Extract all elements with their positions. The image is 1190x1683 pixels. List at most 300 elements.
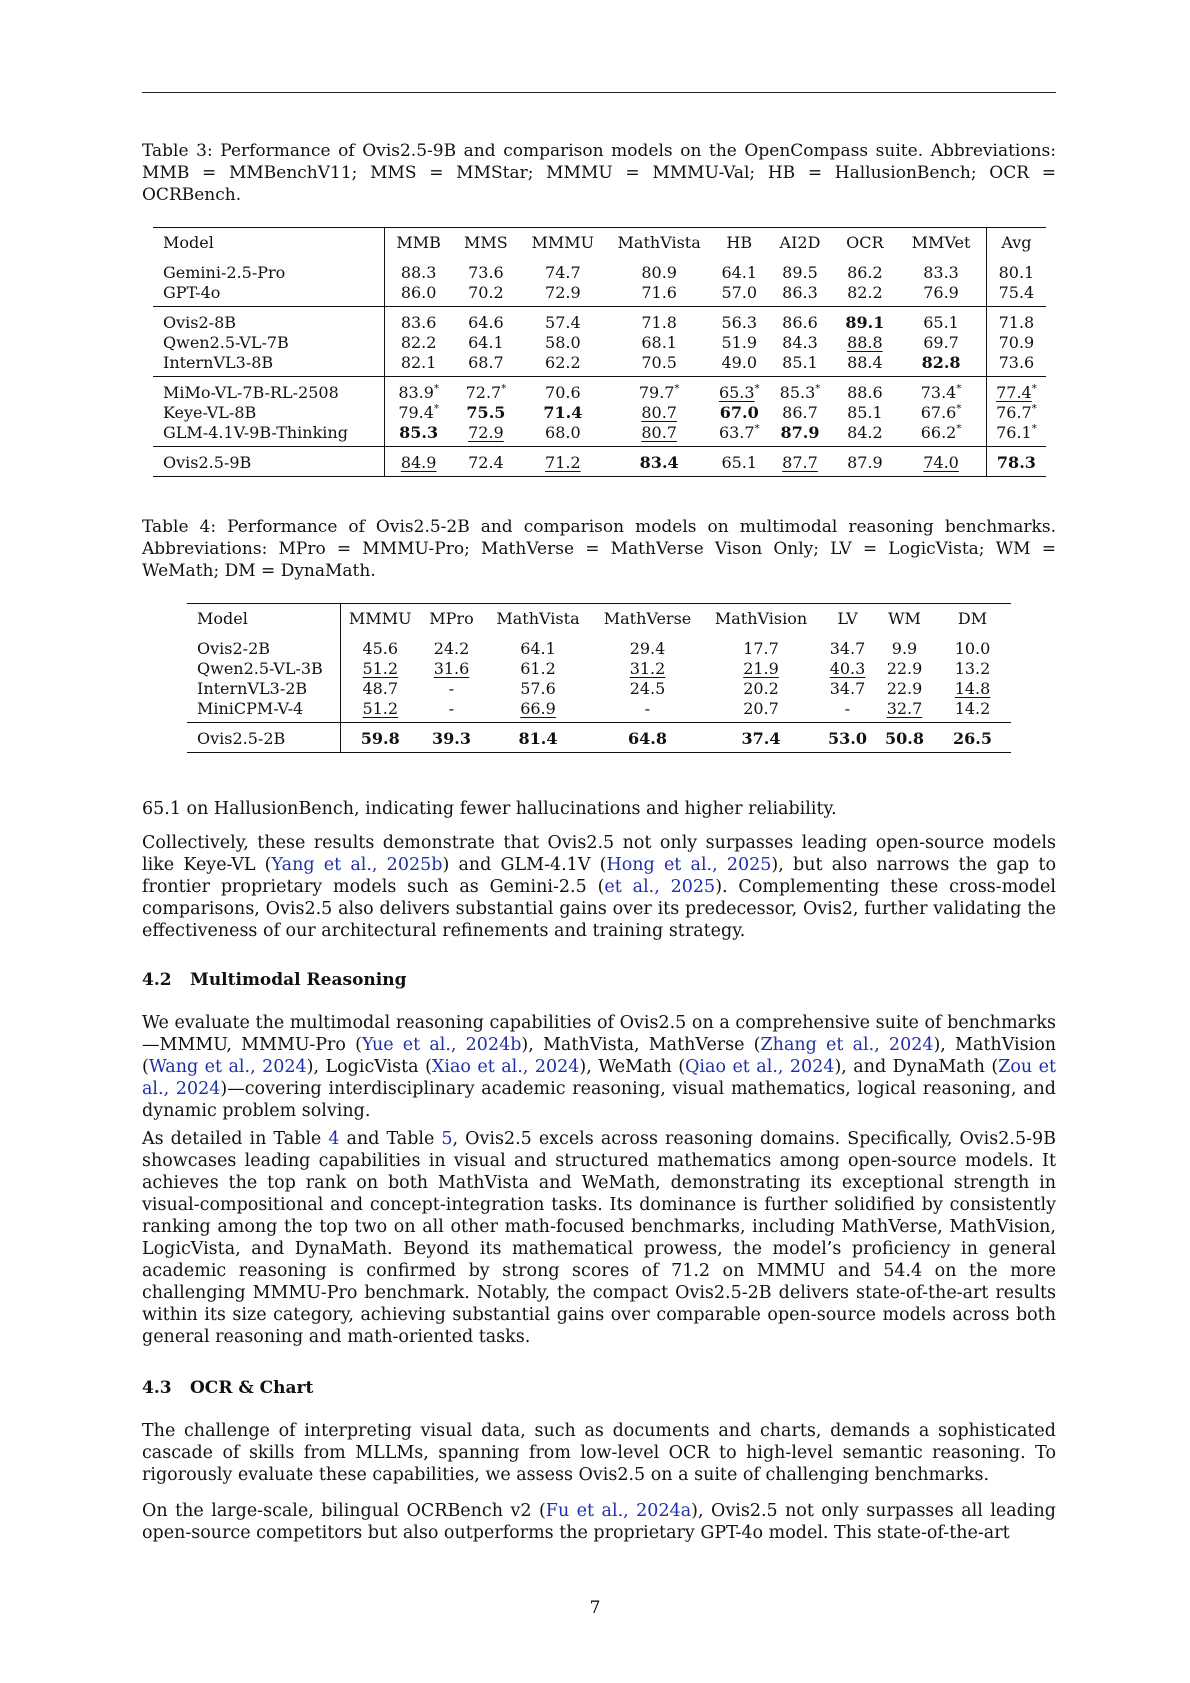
- table4-group: [187, 633, 1011, 723]
- paragraph-ocrbench: [142, 1500, 1056, 1544]
- asterisk-mark: *: [433, 383, 439, 395]
- section-4-3-title: OCR & Chart: [190, 1378, 314, 1398]
- row-value-cell: [820, 699, 875, 723]
- cell-text: 68.7: [468, 353, 504, 372]
- table4: [187, 603, 1011, 753]
- table-row: [153, 257, 1046, 283]
- row-value-cell: [702, 723, 820, 753]
- row-value-cell: [896, 283, 986, 307]
- table-row: [187, 679, 1011, 699]
- row-value-cell: [766, 257, 833, 283]
- cell-text: 20.2: [743, 679, 779, 698]
- cell-text: 87.9: [847, 453, 883, 472]
- section-4-3-number: 4.3: [142, 1378, 172, 1398]
- cell-text: InternVL3-8B: [163, 353, 274, 372]
- cell-text: 80.7: [641, 403, 677, 422]
- row-value-cell: [483, 633, 593, 659]
- table3-header-row: [153, 228, 1046, 258]
- row-model-name: [153, 257, 384, 283]
- row-value-cell: [606, 353, 712, 377]
- cell-text: 22.9: [886, 679, 923, 698]
- t3-header-mmvet: MMVet: [911, 233, 971, 252]
- cell-text: 74.7: [545, 263, 581, 282]
- row-value-cell: [986, 353, 1046, 377]
- cell-text: 71.4: [543, 403, 583, 422]
- cell-text: 87.9: [780, 423, 820, 442]
- row-value-cell: [820, 679, 875, 699]
- t3-header-mms: MMS: [464, 233, 508, 252]
- row-value-cell: [340, 679, 420, 699]
- cell-text: 70.9: [998, 333, 1035, 352]
- cell-text: 66.2: [920, 423, 957, 442]
- row-value-cell: [340, 723, 420, 753]
- table3: [153, 227, 1046, 477]
- page-number: 7: [589, 1598, 601, 1618]
- row-model-name: [187, 723, 340, 753]
- row-value-cell: [519, 257, 606, 283]
- cell-text: Ovis2-2B: [197, 639, 271, 658]
- cell-text: 71.8: [998, 313, 1035, 332]
- row-value-cell: [875, 633, 934, 659]
- cell-text: 89.1: [845, 313, 885, 332]
- row-value-cell: [934, 679, 1011, 699]
- cell-text: Qwen2.5-VL-3B: [197, 659, 323, 678]
- row-value-cell: [340, 699, 420, 723]
- row-value-cell: [712, 333, 766, 353]
- row-value-cell: [420, 633, 483, 659]
- asterisk-mark: *: [1031, 403, 1037, 415]
- cell-text: 63.7: [718, 423, 755, 442]
- cell-text: 72.9: [468, 423, 504, 442]
- cell-text: 64.6: [468, 313, 504, 332]
- table-row: [187, 699, 1011, 723]
- row-value-cell: [766, 403, 833, 423]
- cell-text: 73.6: [468, 263, 504, 282]
- cell-text: MiMo-VL-7B-RL-2508: [163, 383, 339, 402]
- cell-text: 83.4: [639, 453, 679, 472]
- cell-text: 49.0: [721, 353, 758, 372]
- cell-text: 57.0: [721, 283, 758, 302]
- asterisk-mark: *: [754, 383, 760, 395]
- row-value-cell: [766, 333, 833, 353]
- cell-text: 84.3: [782, 333, 818, 352]
- row-value-cell: [766, 307, 833, 334]
- row-value-cell: [519, 377, 606, 404]
- row-value-cell: [934, 723, 1011, 753]
- cell-text: 50.8: [885, 729, 924, 748]
- row-value-cell: [875, 723, 934, 753]
- row-value-cell: [986, 333, 1046, 353]
- row-value-cell: [452, 447, 519, 477]
- p3-text-c: ), MathVision (: [142, 1035, 1057, 1077]
- cell-text: 20.7: [743, 699, 779, 718]
- t3-header-hb: HB: [726, 233, 753, 252]
- row-value-cell: [712, 423, 766, 447]
- cell-text: 73.4: [920, 383, 957, 402]
- cell-text: 13.2: [954, 659, 991, 678]
- row-value-cell: [986, 307, 1046, 334]
- cell-text: 80.1: [998, 263, 1035, 282]
- cell-text: 86.2: [847, 263, 883, 282]
- row-value-cell: [452, 353, 519, 377]
- cell-text: 82.2: [400, 333, 437, 352]
- row-value-cell: [519, 283, 606, 307]
- row-value-cell: [702, 633, 820, 659]
- row-model-name: [187, 659, 340, 679]
- cell-text: -: [644, 699, 651, 718]
- asterisk-mark: *: [433, 403, 439, 415]
- cell-text: 84.9: [400, 453, 437, 472]
- paragraph-5: The challenge of interpreting visual data, such as documents and charts, demands a sophisticated cascade of skills from MLLMs, spanning from low-level OCR to high-level semantic reasoning. To rigorously evaluate these capabilities, we assess Ovis2.5 on a suite of challenging benchmarks.: [142, 1421, 1056, 1485]
- paragraph-tables-detail: [142, 1128, 1056, 1348]
- row-value-cell: [340, 633, 420, 659]
- cell-text: 86.3: [782, 283, 818, 302]
- cell-text: 29.4: [629, 639, 666, 658]
- cell-text: 74.0: [923, 453, 959, 472]
- t4-header-mmmu: MMMU: [340, 604, 420, 634]
- cell-text: 37.4: [741, 729, 781, 748]
- row-value-cell: [384, 403, 452, 423]
- row-value-cell: [606, 403, 712, 423]
- cell-text: 72.7: [465, 383, 502, 402]
- cite-yue-2024b[interactable]: Yue et al., 2024b: [361, 1035, 522, 1055]
- table-row: [187, 723, 1011, 753]
- cell-text: 51.9: [721, 333, 758, 352]
- cell-text: 72.9: [545, 283, 581, 302]
- row-value-cell: [519, 423, 606, 447]
- row-value-cell: [712, 353, 766, 377]
- row-value-cell: [420, 699, 483, 723]
- row-value-cell: [896, 353, 986, 377]
- cell-text: 88.3: [400, 263, 437, 282]
- row-value-cell: [986, 447, 1046, 477]
- row-value-cell: [420, 659, 483, 679]
- cell-text: 79.7: [638, 383, 675, 402]
- table-row: [153, 283, 1046, 307]
- t4-header-mathvision: MathVision: [714, 609, 808, 628]
- row-value-cell: [519, 353, 606, 377]
- t4-header-mpro: MPro: [429, 609, 474, 628]
- asterisk-mark: *: [815, 383, 821, 395]
- cell-text: 10.0: [954, 639, 991, 658]
- table-row: [153, 403, 1046, 423]
- row-value-cell: [606, 257, 712, 283]
- cell-text: 39.3: [432, 729, 471, 748]
- row-value-cell: [712, 447, 766, 477]
- cell-text: 86.0: [400, 283, 437, 302]
- row-value-cell: [833, 283, 896, 307]
- cell-text: 84.2: [847, 423, 883, 442]
- cell-text: 71.8: [641, 313, 677, 332]
- row-value-cell: [452, 307, 519, 334]
- row-value-cell: [820, 633, 875, 659]
- t3-header-ai2d: AI2D: [779, 233, 821, 252]
- row-value-cell: [896, 307, 986, 334]
- cell-text: 83.3: [923, 263, 959, 282]
- cite-zou-2024[interactable]: Zou et al., 2024: [142, 1057, 1057, 1099]
- cell-text: 31.6: [433, 659, 470, 678]
- ref-table-4[interactable]: 4: [328, 1129, 340, 1149]
- t3-header-avg: Avg: [986, 228, 1046, 258]
- row-value-cell: [833, 423, 896, 447]
- cite-wang-2024[interactable]: Wang et al., 2024: [148, 1057, 307, 1077]
- cell-text: 81.4: [518, 729, 558, 748]
- cell-text: 56.3: [721, 313, 758, 332]
- row-value-cell: [593, 633, 702, 659]
- cell-text: Gemini-2.5-Pro: [163, 263, 286, 282]
- header-rule: [142, 92, 1056, 93]
- row-model-name: [187, 699, 340, 723]
- asterisk-mark: *: [674, 383, 680, 395]
- table3-group: [153, 257, 1046, 307]
- cell-text: 88.6: [847, 383, 883, 402]
- ref-table-5[interactable]: 5: [441, 1129, 453, 1149]
- row-value-cell: [766, 283, 833, 307]
- t3-header-mmb: MMB: [384, 228, 452, 258]
- cell-text: 80.7: [641, 423, 677, 442]
- cell-text: 85.3: [779, 383, 816, 402]
- cell-text: 76.7: [996, 403, 1032, 422]
- t4-header-wm: WM: [888, 609, 921, 628]
- row-value-cell: [452, 423, 519, 447]
- cite-hong-2025[interactable]: Hong et al., 2025: [606, 855, 772, 875]
- cell-text: 64.1: [468, 333, 504, 352]
- row-value-cell: [766, 423, 833, 447]
- cell-text: 88.4: [847, 353, 883, 372]
- row-model-name: [153, 333, 384, 353]
- cite-qiao-2024[interactable]: Qiao et al., 2024: [685, 1057, 835, 1077]
- section-4-2-number: 4.2: [142, 970, 172, 990]
- cell-text: 70.2: [468, 283, 504, 302]
- asterisk-mark: *: [1031, 423, 1037, 435]
- row-value-cell: [833, 257, 896, 283]
- p4-text-b: and Table: [339, 1129, 442, 1149]
- row-model-name: [153, 377, 384, 404]
- p2-text-d: ). Complementing these cross-model comparisons, Ovis2.5 also delivers substantial gains over its predecessor, Ovis2, further validating the effectiveness of our architectural refinements and training strategy.: [142, 877, 1056, 941]
- cell-text: 79.4: [398, 403, 434, 422]
- cell-text: Keye-VL-8B: [163, 403, 257, 422]
- asterisk-mark: *: [501, 383, 507, 395]
- cell-text: 68.1: [641, 333, 677, 352]
- table-row: [187, 659, 1011, 679]
- cell-text: 85.1: [847, 403, 883, 422]
- row-value-cell: [820, 659, 875, 679]
- asterisk-mark: *: [956, 403, 962, 415]
- cell-text: 34.7: [829, 639, 866, 658]
- cell-text: 89.5: [782, 263, 818, 282]
- row-value-cell: [483, 679, 593, 699]
- row-value-cell: [384, 377, 452, 404]
- cite-xiao-2024[interactable]: Xiao et al., 2024: [431, 1057, 580, 1077]
- row-value-cell: [519, 333, 606, 353]
- paragraph-ocr-chart: [142, 1420, 1056, 1486]
- cell-text: 65.1: [721, 453, 758, 472]
- cite-fu-2024a[interactable]: Fu et al., 2024a: [545, 1501, 692, 1521]
- t4-header-dm: DM: [957, 609, 988, 628]
- row-value-cell: [712, 377, 766, 404]
- cell-text: 85.3: [399, 423, 439, 442]
- table-row: [153, 353, 1046, 377]
- section-4-2-heading: [142, 970, 406, 990]
- row-value-cell: [896, 333, 986, 353]
- cell-text: 45.6: [362, 639, 399, 658]
- row-model-name: [153, 447, 384, 477]
- row-value-cell: [896, 447, 986, 477]
- cell-text: 69.7: [923, 333, 959, 352]
- row-value-cell: [896, 403, 986, 423]
- row-value-cell: [934, 633, 1011, 659]
- row-value-cell: [896, 423, 986, 447]
- row-value-cell: [593, 699, 702, 723]
- row-value-cell: [875, 659, 934, 679]
- t3-header-model: Model: [163, 233, 214, 252]
- row-value-cell: [934, 699, 1011, 723]
- cell-text: Qwen2.5-VL-7B: [163, 333, 289, 352]
- row-value-cell: [384, 423, 452, 447]
- row-model-name: [153, 307, 384, 334]
- row-value-cell: [712, 403, 766, 423]
- cell-text: 75.5: [466, 403, 506, 422]
- cell-text: 65.1: [923, 313, 959, 332]
- row-value-cell: [766, 447, 833, 477]
- cite-zhang-2024[interactable]: Zhang et al., 2024: [760, 1035, 934, 1055]
- row-value-cell: [712, 307, 766, 334]
- row-value-cell: [483, 659, 593, 679]
- cite-et-al-2025[interactable]: et al., 2025: [604, 877, 716, 897]
- p3-text-f: ), and DynaMath (: [834, 1057, 999, 1077]
- cell-text: 62.2: [545, 353, 581, 372]
- cell-text: 59.8: [360, 729, 400, 748]
- t3-header-mathvista: MathVista: [617, 233, 701, 252]
- row-value-cell: [833, 307, 896, 334]
- cell-text: -: [448, 679, 455, 698]
- row-value-cell: [340, 659, 420, 679]
- cell-text: 14.2: [954, 699, 991, 718]
- cell-text: 70.5: [641, 353, 677, 372]
- cell-text: 51.2: [362, 699, 399, 718]
- cell-text: 85.1: [782, 353, 818, 372]
- cell-text: 17.7: [743, 639, 779, 658]
- t4-header-lv: LV: [837, 609, 858, 628]
- cell-text: 21.9: [743, 659, 779, 678]
- cell-text: 82.1: [400, 353, 437, 372]
- row-value-cell: [384, 333, 452, 353]
- table3-caption: Table 3: Performance of Ovis2.5-9B and comparison models on the OpenCompass suite. Abbreviations: MMB = MMBenchV11; MMS = MMStar; MMMU = MMMU-Val; HB = HallusionBench; OCR = OCRBench.: [142, 141, 1056, 205]
- row-value-cell: [702, 659, 820, 679]
- paragraph-1: 65.1 on HallusionBench, indicating fewer hallucinations and higher reliability.: [142, 799, 837, 819]
- cell-text: 64.1: [721, 263, 758, 282]
- row-value-cell: [483, 699, 593, 723]
- t4-header-mathvista: MathVista: [496, 609, 580, 628]
- asterisk-mark: *: [1031, 383, 1037, 395]
- row-value-cell: [519, 403, 606, 423]
- row-value-cell: [420, 723, 483, 753]
- cell-text: Ovis2-8B: [163, 313, 237, 332]
- p4-text-a: As detailed in Table: [142, 1129, 329, 1149]
- cell-text: 88.8: [847, 333, 883, 352]
- row-value-cell: [986, 423, 1046, 447]
- cell-text: 31.2: [629, 659, 666, 678]
- table3-group: [153, 377, 1046, 447]
- p3-text-g: )—covering interdisciplinary academic reasoning, visual mathematics, logical reasoning, and dynamic problem solving.: [142, 1079, 1056, 1121]
- p3-text-e: ), WeMath (: [579, 1057, 686, 1077]
- row-value-cell: [606, 447, 712, 477]
- row-model-name: [153, 283, 384, 307]
- row-value-cell: [519, 307, 606, 334]
- row-value-cell: [452, 403, 519, 423]
- table4-header-row: [187, 604, 1011, 634]
- paragraph-multimodal-reasoning: [142, 1012, 1056, 1122]
- cell-text: 86.7: [782, 403, 818, 422]
- cell-text: 72.4: [468, 453, 504, 472]
- cell-text: 86.6: [782, 313, 818, 332]
- paragraph-hallusion: [142, 798, 1056, 820]
- row-value-cell: [452, 377, 519, 404]
- row-value-cell: [934, 659, 1011, 679]
- cell-text: 76.9: [923, 283, 959, 302]
- section-4-3-heading: [142, 1378, 313, 1398]
- cell-text: -: [844, 699, 851, 718]
- cite-yang-2025b[interactable]: Yang et al., 2025b: [271, 855, 443, 875]
- row-value-cell: [986, 403, 1046, 423]
- p3-text-d: ), LogicVista (: [306, 1057, 432, 1077]
- row-value-cell: [593, 723, 702, 753]
- asterisk-mark: *: [754, 423, 760, 435]
- table-row: [153, 423, 1046, 447]
- cell-text: 87.7: [782, 453, 818, 472]
- t3-header-ocr: OCR: [846, 233, 884, 252]
- cell-text: 34.7: [829, 679, 866, 698]
- cell-text: 51.2: [362, 659, 399, 678]
- row-value-cell: [702, 679, 820, 699]
- cell-text: 57.4: [545, 313, 581, 332]
- cell-text: 78.3: [996, 453, 1036, 472]
- cell-text: 57.6: [520, 679, 556, 698]
- cell-text: MiniCPM-V-4: [197, 699, 304, 718]
- cell-text: -: [448, 699, 455, 718]
- row-value-cell: [702, 699, 820, 723]
- cell-text: 65.3: [718, 383, 755, 402]
- cell-text: 83.6: [400, 313, 437, 332]
- cell-text: InternVL3-2B: [197, 679, 308, 698]
- row-value-cell: [593, 659, 702, 679]
- cell-text: 67.6: [920, 403, 957, 422]
- p6-text-a: On the large-scale, bilingual OCRBench v2 (: [142, 1501, 546, 1521]
- cell-text: 82.8: [921, 353, 961, 372]
- t4-header-model: Model: [197, 609, 248, 628]
- p2-text-b: ) and GLM-4.1V (: [442, 855, 607, 875]
- p6-text-b: ), Ovis2.5 not only surpasses all leading open-source competitors but also outperforms the proprietary GPT-4o model. This state-of-the-art: [142, 1501, 1056, 1543]
- cell-text: 70.6: [545, 383, 581, 402]
- table-row: [187, 633, 1011, 659]
- cell-text: 22.9: [886, 659, 923, 678]
- row-value-cell: [820, 723, 875, 753]
- table-row: [153, 377, 1046, 404]
- row-value-cell: [833, 353, 896, 377]
- cell-text: 24.5: [629, 679, 666, 698]
- cell-text: 40.3: [829, 659, 866, 678]
- row-value-cell: [452, 283, 519, 307]
- cell-text: 68.0: [545, 423, 581, 442]
- table-row: [153, 307, 1046, 334]
- p3-text-b: ), MathVista, MathVerse (: [521, 1035, 761, 1055]
- section-4-2-title: Multimodal Reasoning: [190, 970, 407, 990]
- row-value-cell: [384, 283, 452, 307]
- cell-text: 61.2: [520, 659, 556, 678]
- paragraph-collectively: [142, 832, 1056, 942]
- row-model-name: [153, 403, 384, 423]
- table4-group: [187, 723, 1011, 753]
